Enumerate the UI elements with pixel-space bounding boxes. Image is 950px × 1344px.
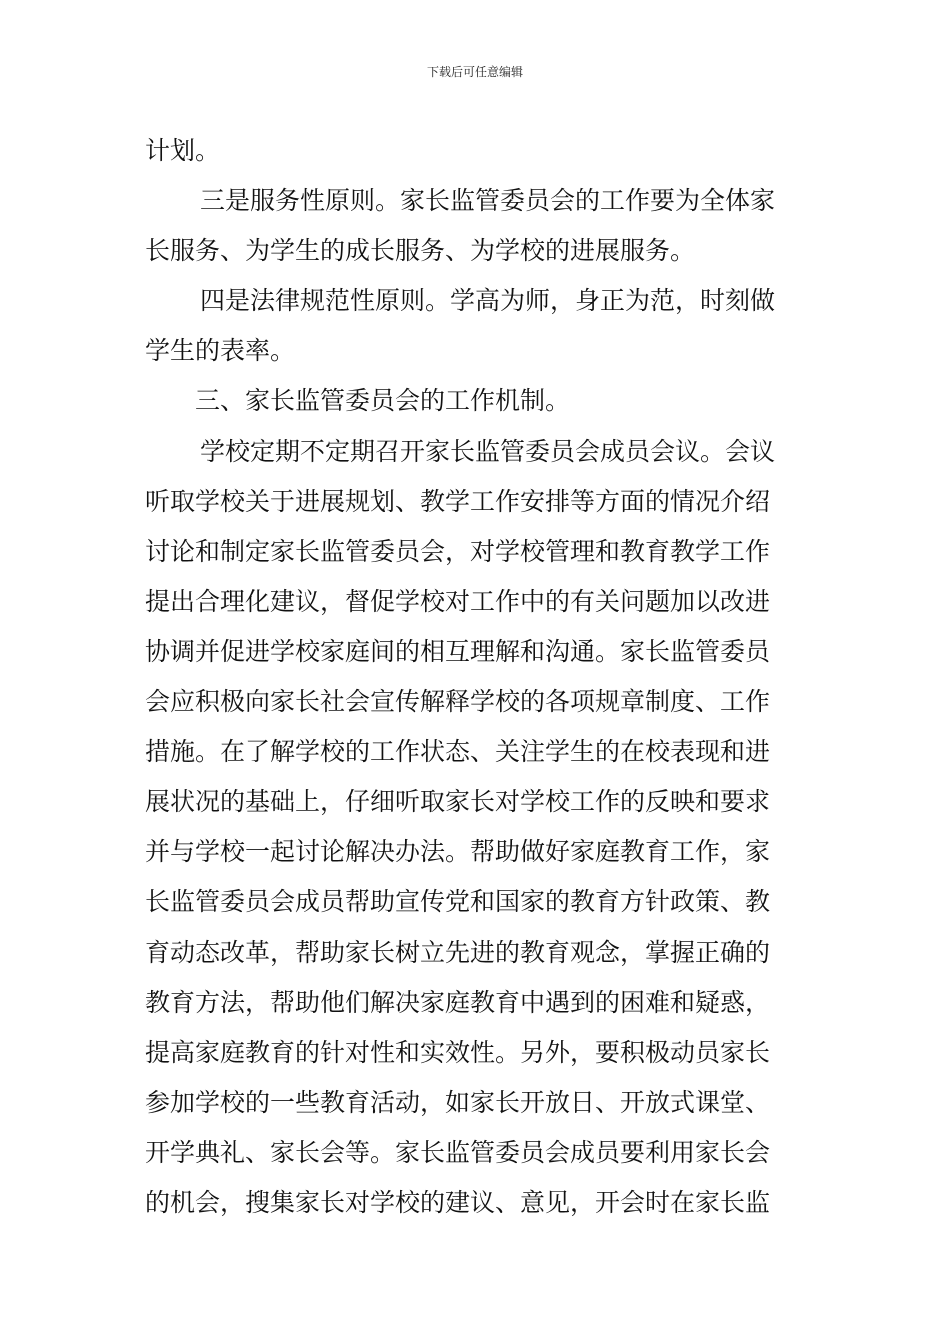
section-heading: 三、家长监管委员会的工作机制。	[195, 386, 571, 416]
text-line: 学生的表率。	[145, 336, 296, 366]
document-body	[145, 126, 810, 1228]
text-line: 计划。	[145, 136, 221, 165]
text-line: 会应积极向家长社会宣传解释学校的各项规章制度、工作	[145, 687, 771, 717]
text-line: 听取学校关于进展规划、教学工作安排等方面的情况介绍	[145, 486, 771, 516]
text-line: 开学典礼、家长会等。家长监管委员会成员要利用家长会	[145, 1137, 771, 1167]
text-line: 长服务、为学生的成长服务、为学校的进展服务。	[145, 236, 696, 266]
text-line: 育动态改革，帮助家长树立先进的教育观念，掌握正确的	[145, 937, 771, 967]
text-line: 教育方法，帮助他们解决家庭教育中遇到的困难和疑惑，	[145, 987, 771, 1017]
text-line: 长监管委员会成员帮助宣传党和国家的教育方针政策、教	[145, 887, 771, 917]
text-line: 提高家庭教育的针对性和实效性。另外，要积极动员家长	[145, 1037, 771, 1067]
text-line: 参加学校的一些教育活动，如家长开放日、开放式课堂、	[145, 1087, 771, 1117]
text-line: 四是法律规范性原则。学高为师，身正为范，时刻做	[200, 286, 776, 316]
text-line: 的机会，搜集家长对学校的建议、意见，开会时在家长监	[145, 1187, 771, 1217]
page-header: 下载后可任意编辑	[426, 65, 523, 79]
text-line: 讨论和制定家长监管委员会，对学校管理和教育教学工作	[145, 536, 771, 566]
text-line: 展状况的基础上，仔细听取家长对学校工作的反映和要求	[145, 787, 771, 817]
text-line: 协调并促进学校家庭间的相互理解和沟通。家长监管委员	[145, 636, 771, 666]
text-line: 三是服务性原则。家长监管委员会的工作要为全体家	[200, 186, 776, 216]
text-line: 并与学校一起讨论解决办法。帮助做好家庭教育工作，家	[145, 837, 771, 867]
text-line: 提出合理化建议，督促学校对工作中的有关问题加以改进	[145, 586, 771, 616]
text-line: 措施。在了解学校的工作状态、关注学生的在校表现和进	[145, 737, 771, 767]
text-line: 学校定期不定期召开家长监管委员会成员会议。会议	[200, 436, 776, 466]
